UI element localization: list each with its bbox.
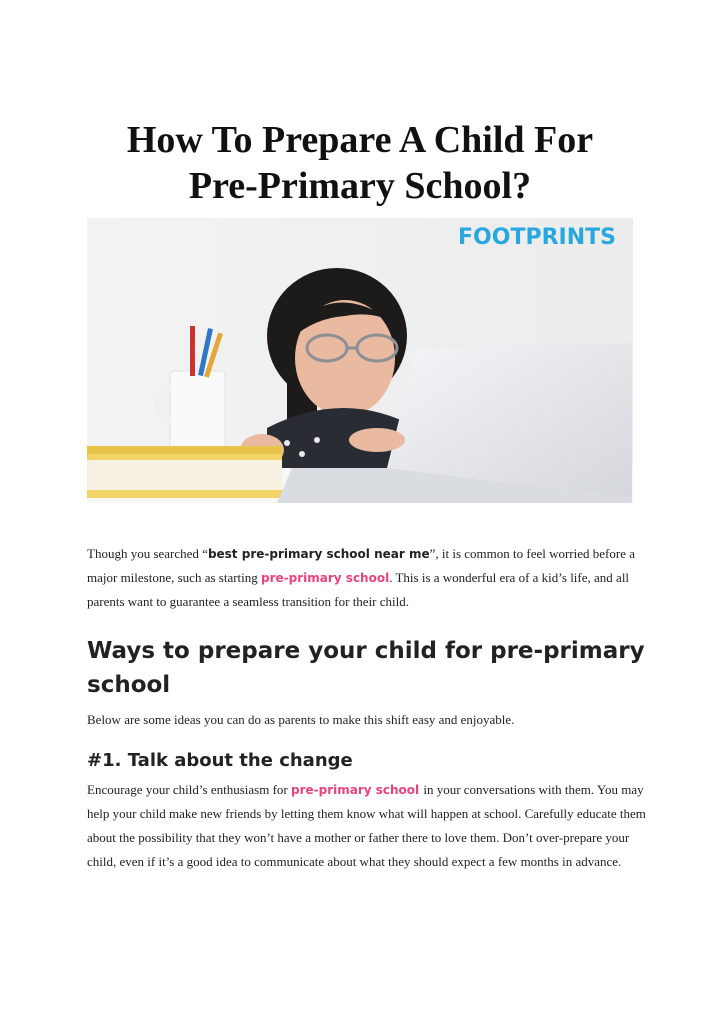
intro-paragraph bbox=[87, 542, 647, 614]
step-1-text-2: in your conversations with them. You may help your child make new friends by letting them know what will happen at school. Carefully educate them about the possibility that they won’t have a mother or father there to love them. Don’t over-prepare your child, even if it’s a good idea to communicate about what they should expect a few months in advance. bbox=[87, 782, 646, 869]
brand-logo-text: FOOTPRINTS bbox=[458, 225, 616, 250]
step-1-text-1: Encourage your child’s enthusiasm for bbox=[87, 782, 291, 797]
title-line-2: Pre-Primary School? bbox=[188, 165, 532, 208]
step-1-heading: #1. Talk about the change bbox=[87, 750, 353, 771]
intro-bold-phrase: best pre-primary school near me bbox=[207, 547, 430, 561]
hero-illustration bbox=[87, 218, 633, 503]
step-1-paragraph bbox=[87, 778, 647, 874]
section-lead: Below are some ideas you can do as parents to make this shift easy and enjoyable. bbox=[87, 712, 515, 727]
step-1-pre-primary-link[interactable]: pre-primary school bbox=[290, 783, 424, 797]
intro-text-3: . This is a wonderful era of a kid’s life, and all parents want to guarantee a seamless transition for their child. bbox=[87, 570, 630, 609]
title-line-1: How To Prepare A Child For bbox=[126, 119, 594, 162]
intro-text-2: ”, it is common to feel worried before a major milestone, such as starting bbox=[87, 546, 635, 585]
pre-primary-school-link[interactable]: pre-primary school bbox=[261, 571, 390, 585]
hero-image bbox=[87, 218, 633, 503]
section-heading: Ways to prepare your child for pre-primary school bbox=[87, 638, 645, 698]
intro-text-1: Though you searched “ bbox=[87, 546, 208, 561]
page-title bbox=[60, 117, 660, 209]
